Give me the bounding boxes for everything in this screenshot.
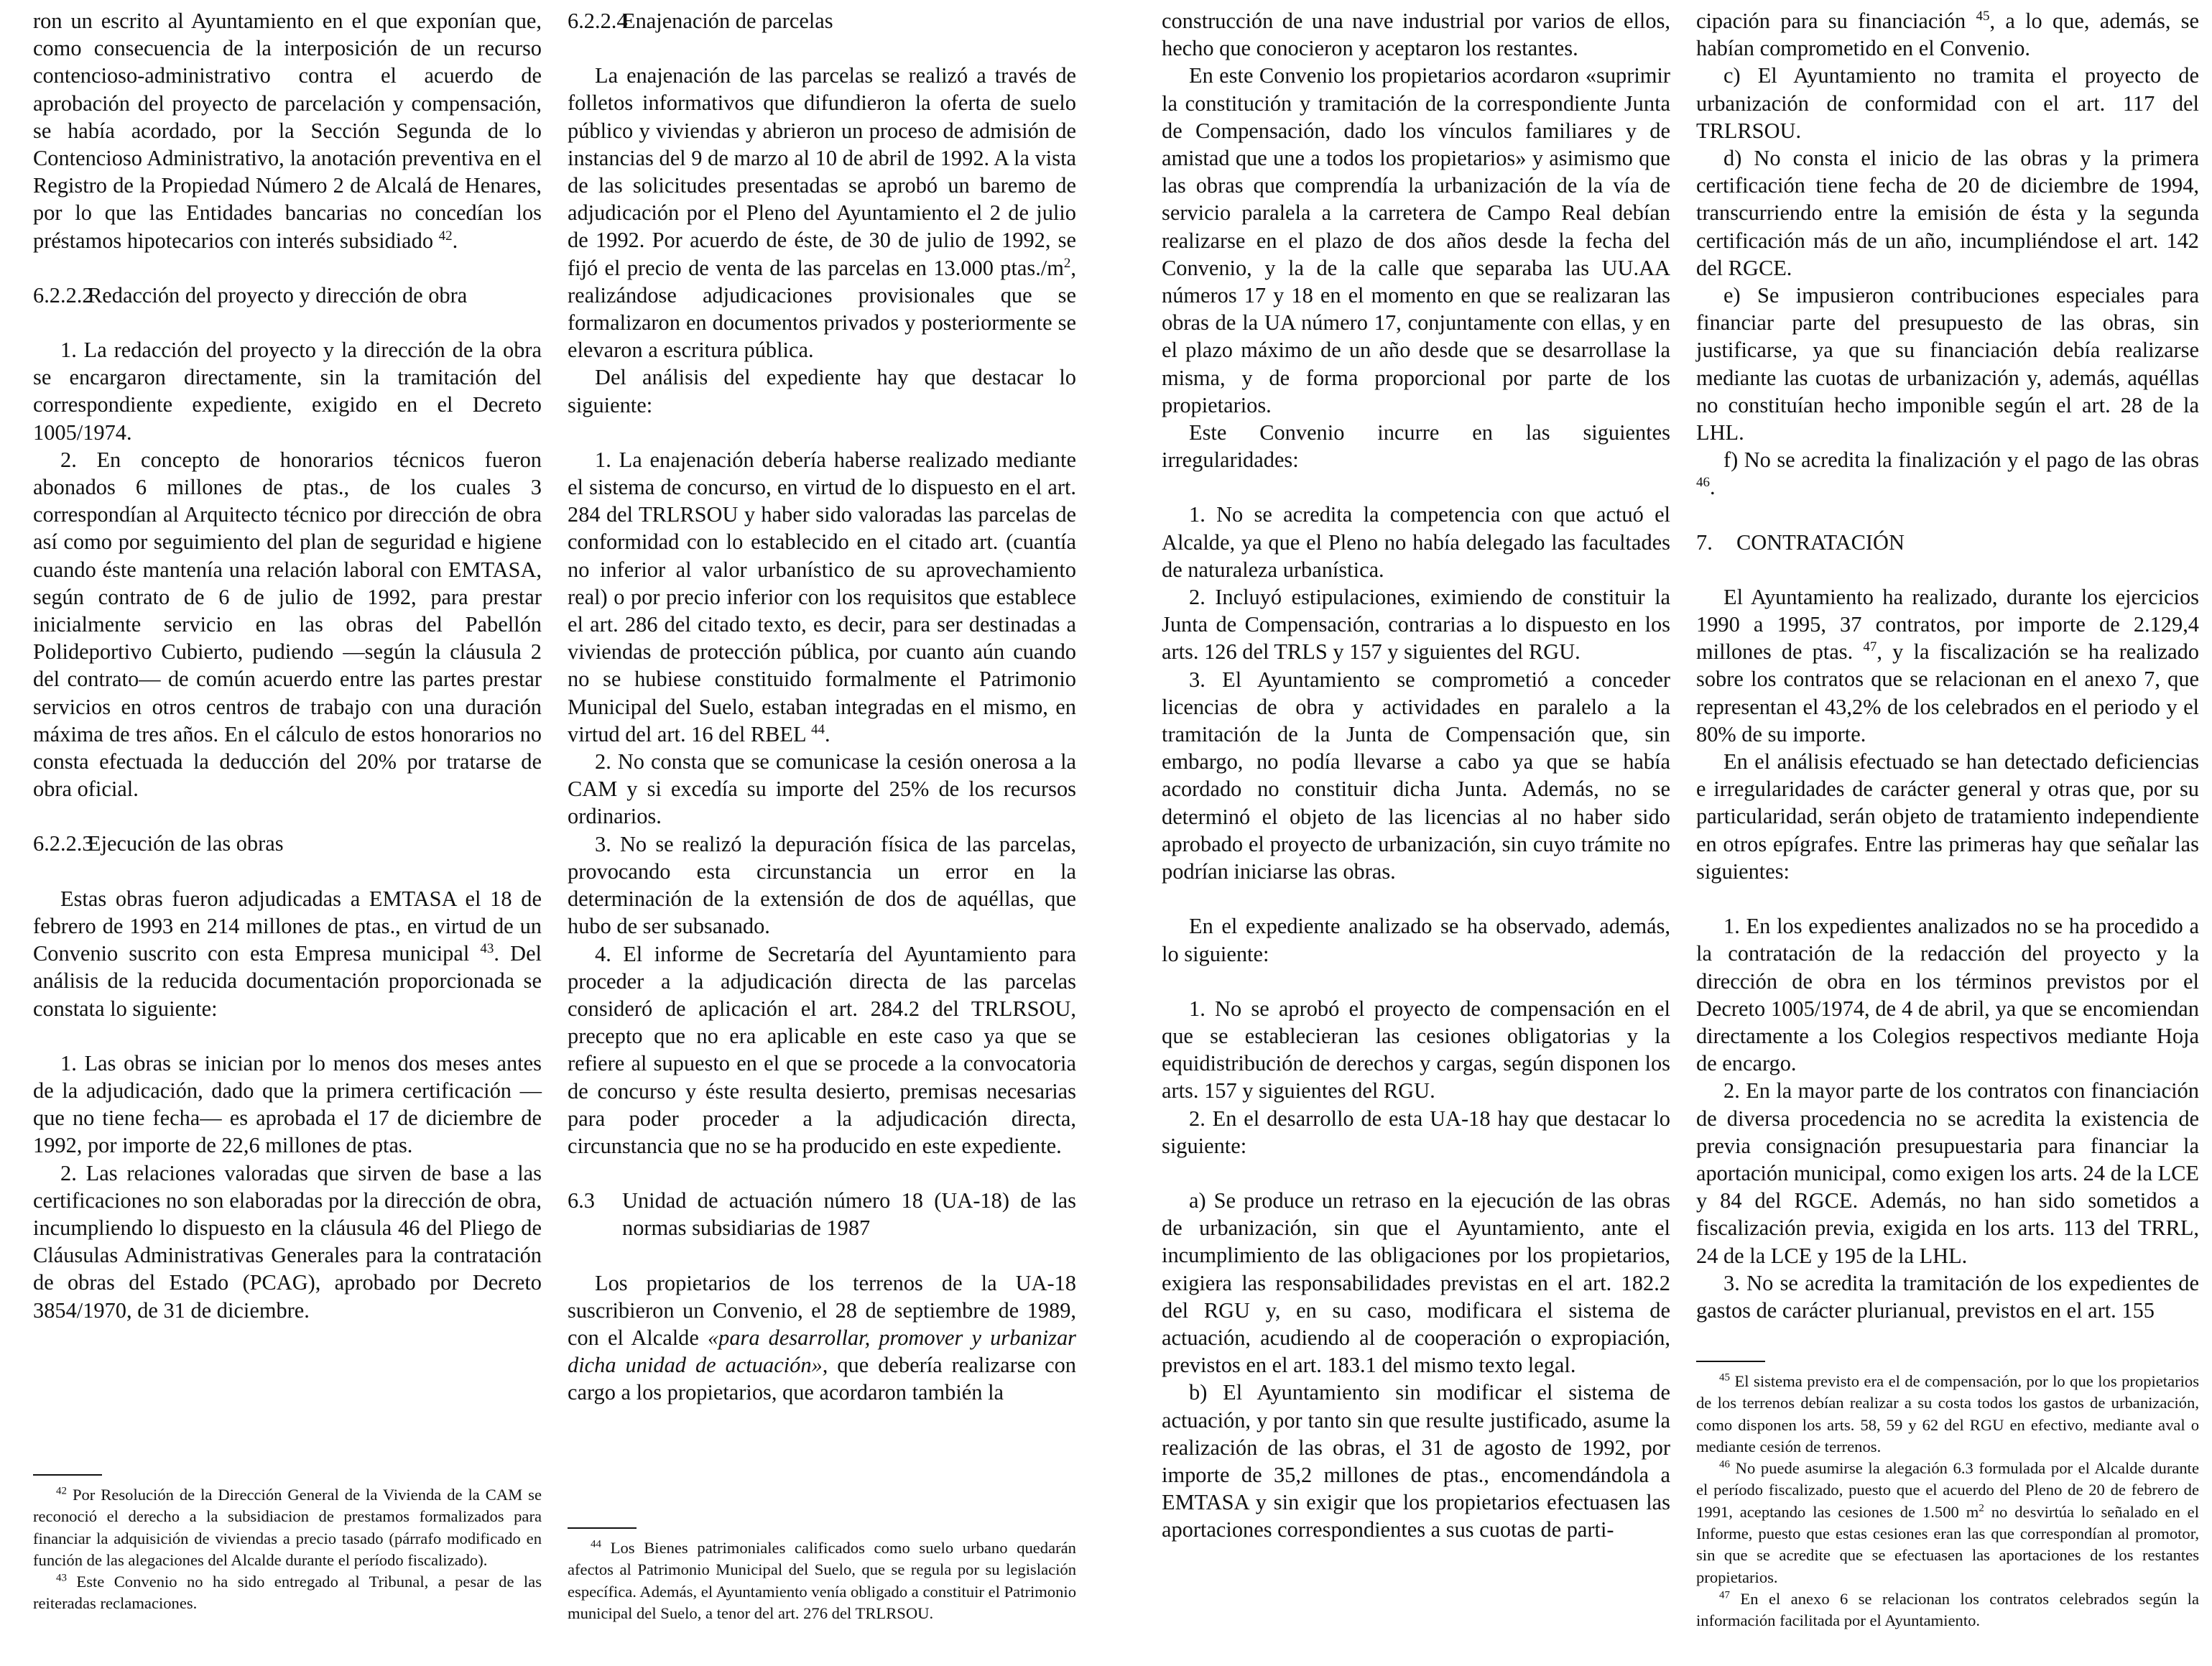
heading-6222 bbox=[33, 282, 542, 309]
footnote-44: $^{44}$ Los Bienes patrimoniales calificados como suelo urbano quedarán afectos al Patrimonio Municipal del Suelo, que se regula por su legislación específica. Además, el Ayuntamiento venía obligado a constituir el Patrimonio municipal del Suelo, a tenor del art. 276 del TRLRSOU. bbox=[568, 1538, 1076, 1622]
list-item: 1. En los expedientes analizados no se ha procedido a la contratación de la redacción del proyecto y la dirección de obra en los términos previstos por el Decreto 1005/1974, de 4 de abril, ya que se encomiendan directamente a los Colegios respectivos mediante Hoja de encargo. bbox=[1696, 914, 2199, 1076]
paragraph: Estas obras fueron adjudicadas a EMTASA el 18 de febrero de 1993 en 214 millones de ptas., en virtud de un Convenio suscrito con esta Empresa municipal $^{43}$. Del análisis de la reducida documentación proporcionada se constata lo siguiente: bbox=[33, 886, 542, 1021]
list-item: 3. No se acredita la tramitación de los expedientes de gastos de carácter plurianual, previstos en el art. 155 bbox=[1696, 1270, 2199, 1323]
list-item: 2. En concepto de honorarios técnicos fueron abonados 6 millones de ptas., de los cuales 3 correspondían al Arquitecto técnico por dirección de obra así como por seguimiento del plan de seguridad e higiene cuando éste mantenía una relación laboral con EMTASA, según contrato de 6 de julio de 1992, para prestar inicialmente servicio en las obras del Pabellón Polideportivo Cubierto, pudiendo —según la cláusula 2 del contrato— de común acuerdo entre las partes prestar servicios en otros centros de trabajo con una duración máxima de tres años. En el cálculo de estos honorarios no consta efectuada la deducción del 20% por tratarse de obra oficial. bbox=[33, 447, 542, 802]
paragraph: El Ayuntamiento ha realizado, durante los ejercicios 1990 a 1995, 37 contratos, por importe de 2.129,4 millones de ptas. $^{47}$, y la fiscalización se ha realizado sobre los contratos que se relacionan en el anexo 7, que representan el 43,2% de los celebrados en el periodo y el 80% de su importe. bbox=[1696, 584, 2199, 746]
list-item: 2. Las relaciones valoradas que sirven de base a las certificaciones no son elaboradas por la dirección de obra, incumpliendo lo dispuesto en la cláusula 46 del Pliego de Cláusulas Administrativas Generales para la contratación de obras del Estado (PCAG), aprobado por Decreto 3854/1970, de 31 de diciembre. bbox=[33, 1160, 542, 1323]
list-item: 1. No se aprobó el proyecto de compensación en el que se establecieran las cesiones obligatorias y la equidistribución de derechos y cargas, según disponen los arts. 157 y siguientes del RGU. bbox=[1162, 996, 1670, 1103]
list-item: 2. No consta que se comunicase la cesión onerosa a la CAM y si excedía su importe del 25% de los recursos ordinarios. bbox=[568, 749, 1076, 829]
heading-number: 6.2.2.4 bbox=[568, 9, 628, 33]
heading-title: Enajenación de parcelas bbox=[622, 9, 833, 33]
list-item: d) No consta el inicio de las obras y la primera certificación tiene fecha de 20 de diciembre de 1994, transcurriendo entre la emisión de ésta y la segunda certificación más de un año, incumpliéndose el art. 142 del RGCE. bbox=[1696, 146, 2199, 280]
heading-number: 6.2.2.2 bbox=[33, 282, 93, 307]
list-item: 3. No se realizó la depuración física de las parcelas, provocando esta circunstancia un error en la determinación de la extensión de dos de aquéllas, que hubo de ser subsanado. bbox=[568, 831, 1076, 939]
list-item: 1. La enajenación debería haberse realizado mediante el sistema de concurso, en virtud de lo dispuesto en el art. 284 del TRLRSOU y haber sido valoradas las parcelas de conformidad con lo establecido en el citado art. (cuantía no inferior al valor urbanístico de su aprovechamiento real) o por precio inferior con los requisitos que establece el art. 286 del citado texto, es decir, para ser destinadas a viviendas de protección pública, por cuanto aún cuando no se hubiese constituido formalmente el Patrimonio Municipal del Suelo, estaban integradas en el mismo, en virtud del art. 16 del RBEL $^{44}$. bbox=[568, 447, 1076, 746]
heading-title: Unidad de actuación número 18 (UA-18) de las normas subsidiarias de 1987 bbox=[622, 1188, 1076, 1241]
heading-number: 6.2.2.3 bbox=[33, 831, 93, 856]
footnotes-col2 bbox=[568, 1527, 1076, 1624]
footnotes-col4 bbox=[1696, 1361, 2199, 1632]
footnote-ref-42[interactable]: 42 bbox=[438, 228, 453, 244]
list-item: 1. Las obras se inician por lo menos dos meses antes de la adjudicación, dado que la primera certificación —que no tiene fecha— es aprobada el 17 de diciembre de 1992, por importe de 22,6 millones de ptas. bbox=[33, 1050, 542, 1158]
heading-number: 7. bbox=[1696, 529, 1713, 555]
heading-title: CONTRATACIÓN bbox=[1736, 529, 1905, 555]
list-item: c) El Ayuntamiento no tramita el proyecto de urbanización de conformidad con el art. 117 del TRLRSOU. bbox=[1696, 63, 2199, 143]
heading-6223 bbox=[33, 830, 542, 857]
footnote-ref-44[interactable]: 44 bbox=[811, 721, 825, 737]
paragraph: construcción de una nave industrial por varios de ellos, hecho que conocieron y aceptaron los restantes. bbox=[1162, 9, 1670, 61]
footnote-45: $^{45}$ El sistema previsto era el de compensación, por lo que los propietarios de los terrenos debían realizar a su costa todos los gastos de urbanización, como disponen los arts. 58, 59 y 62 del RGU en efectivo, mediante aval o mediante cesión de terrenos. bbox=[1696, 1371, 2200, 1456]
paragraph: En el análisis efectuado se han detectado deficiencias e irregularidades de carácter general y otras que, por su particularidad, serán objeto de tratamiento independiente en otros epígrafes. Entre las primeras hay que señalar las siguientes: bbox=[1696, 749, 2199, 884]
footnote-ref-43[interactable]: 43 bbox=[480, 940, 494, 956]
list-item: b) El Ayuntamiento sin modificar el sistema de actuación, y por tanto sin que resulte justificado, asume la realización de las obras, el 31 de agosto de 1992, por importe de 35,2 millones de ptas., encomendándola a EMTASA y sin exigir que los propietarios efectuasen las aportaciones correspondientes a sus cuotas de parti- bbox=[1162, 1380, 1670, 1542]
list-item: 3. El Ayuntamiento se comprometió a conceder licencias de obra y actividades en paralelo a la tramitación de la Junta de Compensación que, sin embargo, no podía llevarse a cabo ya que se había acordado no constituir dicha Junta. Además, no se determinó el objeto de las licencias al no haber sido aprobado el proyecto de urbanización, sin cuyo trámite no podrían iniciarse las obras. bbox=[1162, 667, 1670, 884]
footnote-rule bbox=[1696, 1361, 1765, 1362]
column-4 bbox=[1696, 7, 2199, 1324]
footnote-rule bbox=[33, 1474, 102, 1476]
footnote-ref-45[interactable]: 45 bbox=[1976, 8, 1990, 24]
footnote-47: $^{47}$ En el anexo 6 se relacionan los contratos celebrados según la información facilitada por el Ayuntamiento. bbox=[1696, 1589, 2199, 1630]
paragraph: Este Convenio incurre en las siguientes irregularidades: bbox=[1162, 420, 1670, 473]
list-item: 4. El informe de Secretaría del Ayuntamiento para proceder a la adjudicación directa de las parcelas consideró de aplicación el art. 284.2 del TRLRSOU, precepto que no era aplicable en este caso ya que se refiere al supuesto en el que se procede a la convocatoria de concurso y éste resulta desierto, premisas necesarias para poder proceder a la adjudicación directa, circunstancia que no se ha producido en este expediente. bbox=[568, 941, 1076, 1158]
footnote-ref-47[interactable]: 47 bbox=[1863, 639, 1877, 655]
list-item: a) Se produce un retraso en la ejecución de las obras de urbanización, sin que el Ayuntamiento, ante el incumplimiento de las obligaciones por los propietarios, exigiera las responsabilidades previstas en el art. 182.2 del RGU y, en su caso, modificara el sistema de actuación, acudiendo al de cooperación o expropiación, previstos en el art. 183.1 del mismo texto legal. bbox=[1162, 1188, 1670, 1378]
list-item: f) No se acredita la finalización y el pago de las obras $^{46}$. bbox=[1696, 448, 2199, 500]
footnote-43: $^{43}$ Este Convenio no ha sido entregado al Tribunal, a pesar de las reiteradas reclamaciones. bbox=[33, 1572, 542, 1613]
heading-63 bbox=[568, 1187, 1076, 1241]
footnote-rule bbox=[568, 1527, 637, 1529]
list-item: 1. No se acredita la competencia con que actuó el Alcalde, ya que el Pleno no había delegado las facultades de naturaleza urbanística. bbox=[1162, 502, 1670, 582]
paragraph: cipación para su financiación $^{45}$, a lo que, además, se habían comprometido en el Convenio. bbox=[1696, 8, 2199, 61]
footnote-ref-46[interactable]: 46 bbox=[1696, 475, 1710, 491]
paragraph: La enajenación de las parcelas se realizó a través de folletos informativos que difundieron la oferta de suelo público y viviendas y abrieron un proceso de admisión de instancias del 9 de marzo al 10 de abril de 1992. A la vista de las solicitudes presentadas se aprobó un baremo de adjudicación por el Pleno del Ayuntamiento el 2 de julio de 1992. Por acuerdo de éste, de 30 de julio de 1992, se fijó el precio de venta de las parcelas en 13.000 $ptas./m^2$, realizándose adjudicaciones provisionales que se formalizaron en documentos privados y posteriormente se elevaron a escritura pública. bbox=[568, 63, 1076, 363]
column-2 bbox=[568, 7, 1076, 1407]
paragraph: ron un escrito al Ayuntamiento en el que exponían que, como consecuencia de la interposición de un recurso contencioso-administrativo contra el acuerdo de aprobación del proyecto de parcelación y compensación, se había acordado, por la Sección Segunda de lo Contencioso Administrativo, la anotación preventiva en el Registro de la Propiedad Número 2 de Alcalá de Henares, por lo que las Entidades bancarias no concedían los préstamos hipotecarios con interés subsidiado $^{42}$. bbox=[33, 9, 542, 253]
paragraph: Los propietarios de los terrenos de la UA-18 suscribieron un Convenio, el 28 de septiembre de 1989, con el Alcalde «para desarrollar, promover y urbanizar dicha unidad de actuación», que debería realizarse con cargo a los propietarios, que acordaron también la bbox=[568, 1270, 1076, 1405]
paragraph: Del análisis del expediente hay que destacar lo siguiente: bbox=[568, 365, 1076, 417]
heading-title: Ejecución de las obras bbox=[88, 831, 284, 856]
heading-6224 bbox=[568, 7, 1076, 34]
column-1 bbox=[33, 7, 542, 1324]
paragraph: En el expediente analizado se ha observado, además, lo siguiente: bbox=[1162, 914, 1670, 966]
footnote-46: $^{46}$ No puede asumirse la alegación 6.3 formulada por el Alcalde durante el período fiscalizado, puesto que el acuerdo del Pleno de 20 de febrero de 1991, aceptando las cesiones de 1.500 $m^2$ no desvirtúa lo señalado en el Informe, puesto que estas cesiones eran las que correspondían al promotor, sin que se acredite que se efectuasen las aportaciones de los restantes propietarios. bbox=[1696, 1458, 2199, 1586]
list-item: 2. En el desarrollo de esta UA-18 hay que destacar lo siguiente: bbox=[1162, 1106, 1670, 1158]
list-item: e) Se impusieron contribuciones especiales para financiar parte del presupuesto de las obras, sin justificarse, ya que su financiación debía realizarse mediante las cuotas de urbanización y, además, aquéllas no constituían hecho imponible según el art. 28 de la LHL. bbox=[1696, 283, 2199, 445]
heading-7 bbox=[1696, 529, 2199, 556]
heading-title: Redacción del proyecto y dirección de obra bbox=[88, 282, 468, 307]
column-3 bbox=[1162, 7, 1670, 1544]
list-item: 1. La redacción del proyecto y la dirección de la obra se encargaron directamente, sin la tramitación del correspondiente expediente, exigido en el Decreto 1005/1974. bbox=[33, 338, 542, 445]
list-item: 2. Incluyó estipulaciones, eximiendo de constituir la Junta de Compensación, contrarias a lo dispuesto en los arts. 126 del TRLS y 157 y siguientes del RGU. bbox=[1162, 585, 1670, 665]
paragraph: En este Convenio los propietarios acordaron «suprimir la constitución y tramitación de la correspondiente Junta de Compensación, dado los vínculos familiares y de amistad que une a todos los propietarios» y asimismo que las obras que comprendía la urbanización de la vía de servicio paralela a la carretera de Campo Real debían realizarse en el plazo de dos años desde la fecha del Convenio, y la de la calle que separaba las UU.AA números 17 y 18 en el momento en que se realizaran las obras de la UA número 17, conjuntamente con ellas, y en el plazo máximo de un año desde que se desarrollase la misma, y de forma proporcional por parte de los propietarios. bbox=[1162, 63, 1670, 417]
list-item: 2. En la mayor parte de los contratos con financiación de diversa procedencia no se acredita la existencia de previa consignación presupuestaria para financiar la aportación municipal, como exigen los arts. 24 de la LCE y 84 del RGCE. Además, no han sido sometidos a fiscalización previa, exigida en los arts. 113 del TRRL, 24 de la LCE y 195 de la LHL. bbox=[1696, 1078, 2199, 1268]
footnotes-col1 bbox=[33, 1474, 542, 1615]
heading-number: 6.3 bbox=[568, 1188, 595, 1213]
footnote-42: $^{42}$ Por Resolución de la Dirección General de la Vivienda de la CAM se reconoció el derecho a la subsidiacion de prestamos formalizados para financiar la adquisición de viviendas a precio tasado (párrafo modificado en función de las alegaciones del Alcalde durante el período fiscalizado). bbox=[33, 1485, 542, 1569]
